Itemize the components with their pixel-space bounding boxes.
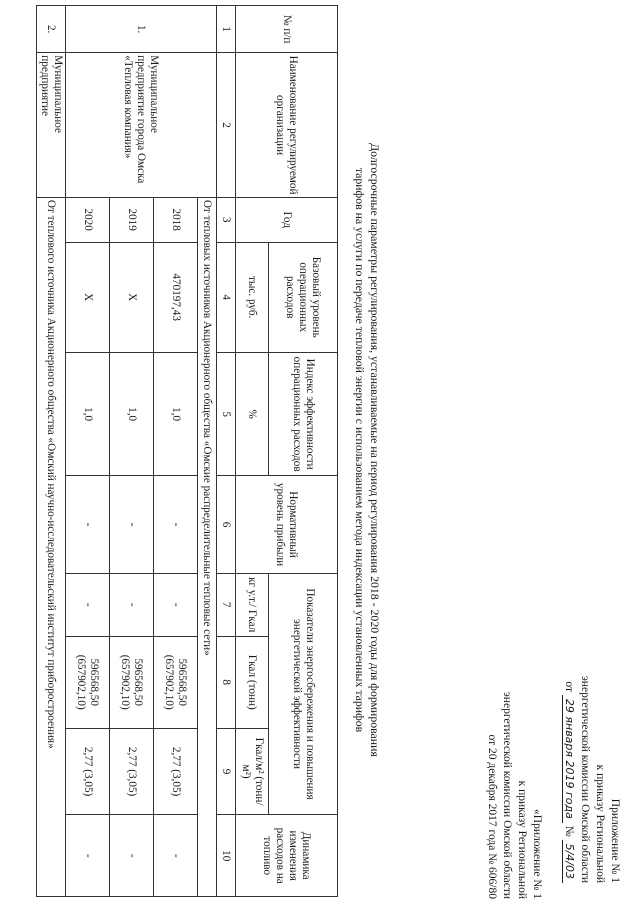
cell-index: 1,0 xyxy=(154,352,198,476)
column-numbers-row xyxy=(217,6,236,897)
cell-index: 1,0 xyxy=(66,352,110,476)
header-efficiency-index: Индекс эффективности операционных расходов xyxy=(269,352,338,476)
colnum: 7 xyxy=(217,573,236,636)
title-line-1: Долгосрочные параметры регулирования, устанавливаемые на период регулирования 2018 - 2020 годы для формирования xyxy=(368,143,382,757)
header-profit: Нормативный уровень прибыли xyxy=(236,476,338,573)
handwritten-date: 29 января 2019 года xyxy=(562,695,576,823)
header-energy-saving: Показатели энергосбережения и повышения энергетической эффективности xyxy=(269,573,338,815)
number-prefix: № xyxy=(563,825,575,837)
colnum: 9 xyxy=(217,728,236,815)
colnum: 3 xyxy=(217,197,236,242)
cell-c10: - xyxy=(110,815,154,897)
cell-c8: 596568,50 (657902,10) xyxy=(66,636,110,728)
title-line-2: тарифов на услуги по передаче тепловой энергии с использованием метода индексации установленных тарифов xyxy=(353,167,367,733)
header-no: № п/п xyxy=(236,6,338,53)
prev-appendix-commission-line: энергетической комиссии Омской области xyxy=(501,691,513,899)
cell-c10: - xyxy=(154,815,198,897)
section-2: От теплового источника Акционерного общества «Омский научно-исследовательский институт приборостроения» xyxy=(37,197,66,896)
document-title xyxy=(352,10,382,890)
header-base-opex: Базовый уровень операционных расходов xyxy=(269,242,338,352)
colnum: 4 xyxy=(217,242,236,352)
cell-c7: - xyxy=(110,573,154,636)
appendix-date-line xyxy=(561,676,577,883)
cell-c9: 2,77 (3,05) xyxy=(154,728,198,815)
colnum: 8 xyxy=(217,636,236,728)
cell-index: 1,0 xyxy=(110,352,154,476)
cell-profit: - xyxy=(110,476,154,573)
prev-appendix-date-line: от 20 декабря 2017 года № 606/80 xyxy=(486,734,498,899)
cell-base: Х xyxy=(66,242,110,352)
cell-year: 2018 xyxy=(154,197,198,242)
org2-number: 2. xyxy=(37,6,66,53)
handwritten-number: 5/4/03 xyxy=(562,840,576,883)
cell-c10: - xyxy=(66,815,110,897)
from-prefix: от xyxy=(563,681,575,693)
colnum: 6 xyxy=(217,476,236,573)
cell-c9: 2,77 (3,05) xyxy=(66,728,110,815)
prev-appendix-order-line: к приказу Региональной xyxy=(516,780,528,899)
header-year: Год xyxy=(236,197,338,242)
appendix-header xyxy=(561,676,622,883)
parameters-table xyxy=(36,5,338,897)
cell-c8: 596568,50 (657902,10) xyxy=(110,636,154,728)
cell-c7: - xyxy=(154,573,198,636)
header-name: Наименование регулируемой организации xyxy=(236,53,338,198)
cell-c7: - xyxy=(66,573,110,636)
appendix-order-line: к приказу Региональной xyxy=(594,764,606,883)
colnum: 2 xyxy=(217,53,236,198)
unit-index: % xyxy=(236,352,269,476)
colnum: 5 xyxy=(217,352,236,476)
colnum: 10 xyxy=(217,815,236,897)
prev-appendix-title: «Приложение № 1 xyxy=(531,809,543,899)
unit-col9: Гкал/м² (тонн/м²) xyxy=(236,728,269,815)
cell-profit: - xyxy=(154,476,198,573)
header-row-1 xyxy=(269,6,338,897)
section-1: От тепловых источников Акционерного общества «Омские распределительные тепловые сети» xyxy=(198,197,217,896)
org1-row-2018 xyxy=(198,6,217,897)
org2-row xyxy=(37,6,66,897)
cell-c8: 596568,50 (657902,10) xyxy=(154,636,198,728)
cell-year: 2020 xyxy=(66,197,110,242)
cell-base: 470197,43 xyxy=(154,242,198,352)
org1-name: Муниципальное предприятие города Омска «Тепловая компания» xyxy=(66,53,217,198)
appendix-title: Приложение № 1 xyxy=(609,798,621,883)
colnum: 1 xyxy=(217,6,236,53)
cell-profit: - xyxy=(66,476,110,573)
cell-c9: 2,77 (3,05) xyxy=(110,728,154,815)
appendix-commission-line: энергетической комиссии Омской области xyxy=(579,675,591,883)
cell-year: 2019 xyxy=(110,197,154,242)
org2-name: Муниципальное предприятие xyxy=(37,53,66,198)
unit-base: тыс. руб. xyxy=(236,242,269,352)
org1-number: 1. xyxy=(66,6,217,53)
unit-col8: Гкал (тонн) xyxy=(236,636,269,728)
header-fuel-dynamics: Динамика изменения расходов на топливо xyxy=(236,815,338,897)
cell-base: Х xyxy=(110,242,154,352)
previous-appendix-header xyxy=(484,692,544,899)
unit-col7: кг у.т./ Гкал xyxy=(236,573,269,636)
